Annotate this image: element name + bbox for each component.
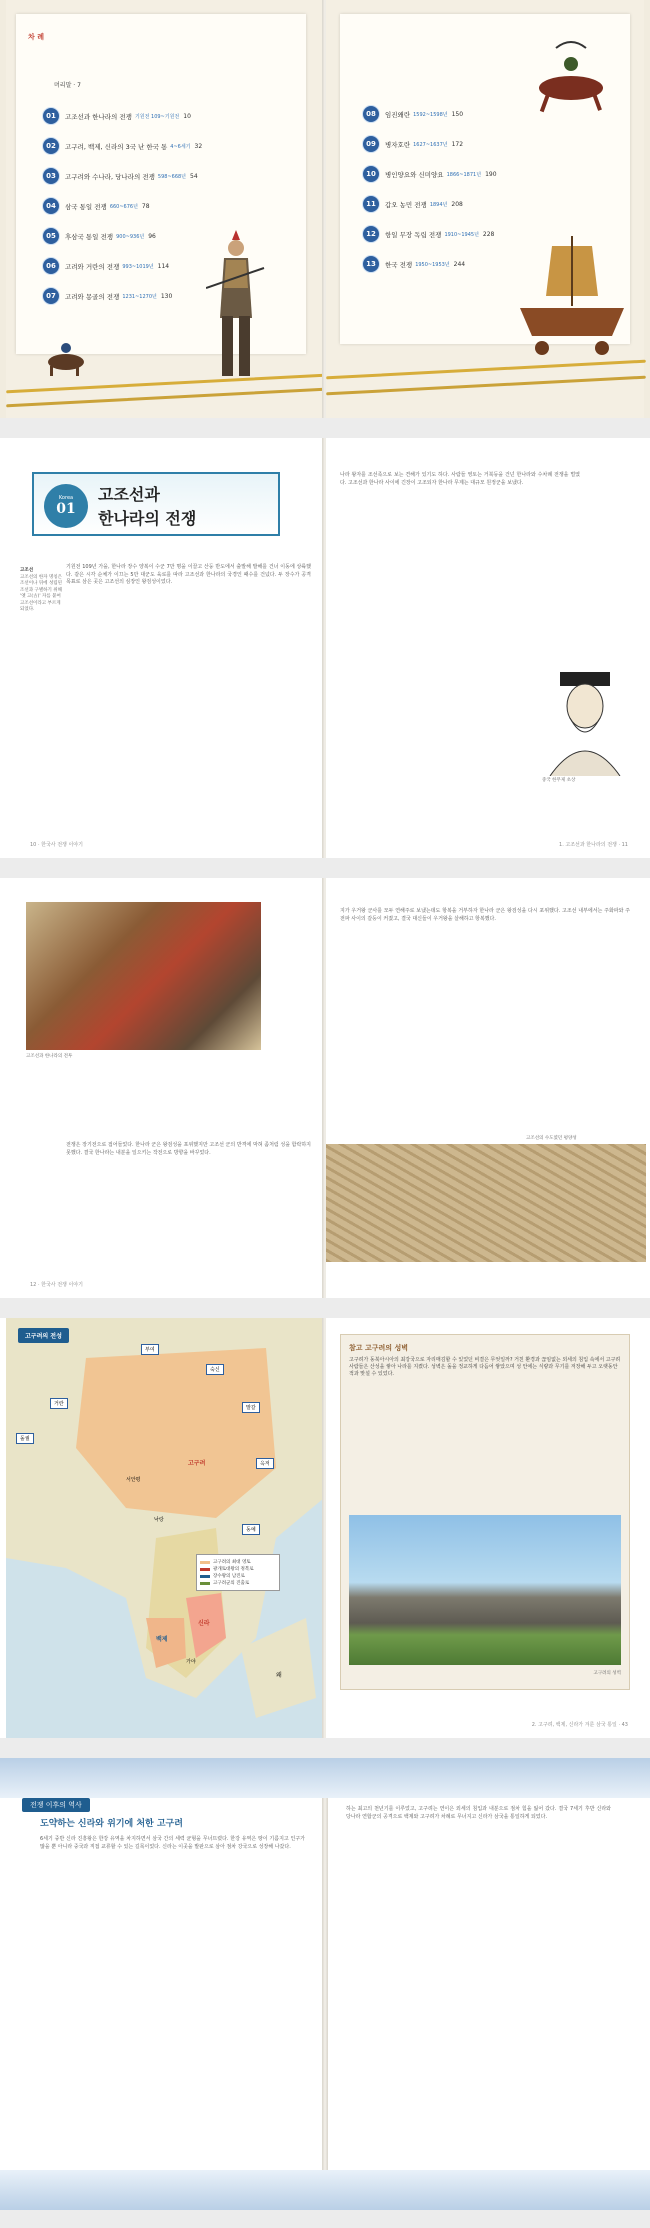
legend-swatch bbox=[200, 1561, 210, 1564]
map-label-japan: 왜 bbox=[276, 1672, 282, 1679]
chapter-title-line1: 고조선과 bbox=[98, 485, 160, 504]
battle-painting bbox=[26, 902, 261, 1050]
chapter-badge-label: Korea bbox=[58, 495, 74, 501]
toc-item-date: 660~676년 bbox=[109, 203, 138, 210]
legend-item bbox=[200, 1566, 276, 1572]
toc-item-date: 4~6세기 bbox=[170, 143, 191, 150]
chapter-number-badge: 13 bbox=[362, 255, 380, 273]
toc-item-date: 1950~1953년 bbox=[415, 261, 450, 268]
toc-item-date: 900~936년 bbox=[116, 233, 145, 240]
spread3-body-right: 지가 우거왕 군사를 모두 연해주로 보냈는데도 항복을 거부하자 한나라 군은 왕검성을 다시 포위했다. 고조선 내부에서는 주화파와 주전파 사이의 갈등이 커졌고, 결국 대신들이 우거왕을 살해하고 항복했다. bbox=[340, 908, 630, 922]
toc-item-page: 96 bbox=[148, 232, 156, 240]
chapter-number-badge: 08 bbox=[362, 105, 380, 123]
chapter-number-badge: 10 bbox=[362, 165, 380, 183]
toc-item[interactable] bbox=[42, 106, 191, 126]
chapter-number-badge: 04 bbox=[42, 197, 60, 215]
toc-item-date: 598~668년 bbox=[157, 173, 187, 180]
toc-item-page: 190 bbox=[485, 170, 497, 178]
toc-item-date: 993~1019년 bbox=[122, 263, 154, 270]
toc-item-date: 1910~1945년 bbox=[444, 231, 479, 238]
emperor-portrait bbox=[540, 666, 630, 776]
battle-caption: 고조선과 한나라의 전투 bbox=[26, 1054, 73, 1059]
preface-page: 7 bbox=[77, 82, 81, 89]
spread3-left-page bbox=[6, 878, 324, 1298]
turtle-ship-illustration bbox=[512, 236, 632, 356]
map-label-seoan: 서안평 bbox=[126, 1477, 141, 1483]
spread4 bbox=[0, 1318, 650, 1738]
chapter1-left-page bbox=[6, 438, 324, 858]
spread4-right-page bbox=[326, 1318, 644, 1738]
toc-item[interactable] bbox=[362, 104, 463, 124]
map-label-silla: 신라 bbox=[198, 1620, 210, 1627]
toc-item-page: 78 bbox=[141, 202, 150, 210]
gold-brush-4 bbox=[326, 376, 646, 396]
map-label-gaya: 가야 bbox=[186, 1659, 196, 1665]
map-label-goguryeo: 고구려 bbox=[188, 1460, 206, 1467]
legend-swatch bbox=[200, 1582, 210, 1585]
photo-caption: 고구려의 성벽 bbox=[593, 1671, 621, 1676]
toc-left-page bbox=[6, 0, 324, 418]
chapter1-body-right: 나라 왕자를 조선족으로 보는 견해가 있기도 하다. 사람들 영토는 거북등을 건넌 한나라와 수차례 전쟁을 벌였다. 고조선과 한나라 사이에 긴장이 고조되자 한나라 무제는 대규모 원정군을 보냈다. bbox=[340, 472, 580, 486]
toc-item-page: 32 bbox=[194, 142, 203, 150]
toc-item-date: 기원전 109~기원전 bbox=[134, 113, 180, 120]
chapter-number-badge: 05 bbox=[42, 227, 60, 245]
chapter-number-badge: 07 bbox=[42, 287, 60, 305]
legend-item bbox=[200, 1559, 276, 1565]
toc-item[interactable] bbox=[42, 286, 172, 306]
fortress-photo bbox=[349, 1515, 621, 1665]
chapter-title-line2: 한나라의 전쟁 bbox=[98, 509, 197, 528]
toc-right-page bbox=[326, 0, 644, 418]
horse-rider-illustration bbox=[36, 338, 96, 378]
gold-brush-3 bbox=[326, 360, 646, 380]
legend-label: 고구려의 최대 영토 bbox=[213, 1560, 251, 1565]
toc-item-page: 10 bbox=[183, 112, 191, 120]
side-note bbox=[20, 568, 62, 614]
cloud-band-top bbox=[0, 1758, 650, 1798]
spread4-left-page bbox=[6, 1318, 324, 1738]
toc-item-date: 1894년 bbox=[429, 201, 448, 208]
inset-box bbox=[340, 1334, 630, 1690]
toc-item[interactable] bbox=[362, 164, 497, 184]
toc-item-page: 150 bbox=[451, 110, 464, 118]
chapter1-right-page bbox=[326, 438, 644, 858]
spread3-right-page bbox=[326, 878, 644, 1298]
emperor-caption: 중국 한무제 초상 bbox=[542, 778, 576, 783]
spread3 bbox=[0, 878, 650, 1298]
toc-item[interactable] bbox=[362, 194, 463, 214]
toc-item-title: 병자호란 bbox=[385, 140, 411, 149]
inset-body: 고구려가 동북아시아의 최강국으로 자리매김할 수 있었던 비결은 무엇일까? 거친 환경과 끊임없는 외세의 침입 속에서 고구려 사람들은 산성을 쌓아 나라를 지켰다. 성벽은 돌을 정교하게 다듬어 쌓았으며 성 안에는 식량과 무기를 저장해 두고 오랫동안 적과 맞설 수 있었다. bbox=[349, 1357, 621, 1378]
pyongyang-caption: 고조선의 수도였던 평양성 bbox=[526, 1136, 577, 1141]
chapter-number-badge: 02 bbox=[42, 137, 60, 155]
toc-item-page: 54 bbox=[190, 172, 198, 180]
toc-item[interactable] bbox=[362, 254, 465, 274]
spread3-footer: 12 · 한국사 전쟁 이야기 bbox=[30, 1282, 83, 1288]
toc-item-title: 갑오 농민 전쟁 bbox=[385, 200, 427, 209]
toc-item[interactable] bbox=[362, 134, 463, 154]
toc-item-title: 항일 무장 독립 전쟁 bbox=[385, 230, 442, 239]
toc-item-page: 130 bbox=[160, 292, 173, 300]
map-label-dongye: 동예 bbox=[242, 1524, 260, 1535]
toc-item[interactable] bbox=[42, 166, 198, 186]
legend-label: 고구려군의 진출로 bbox=[213, 1581, 250, 1586]
preface-row: 머리말 · 7 bbox=[54, 82, 81, 89]
side-note-title: 고조선 bbox=[20, 568, 34, 573]
chapter1-spread bbox=[0, 438, 650, 858]
spread5 bbox=[0, 1758, 650, 2210]
toc-item-page: 244 bbox=[453, 260, 466, 268]
chapter1-body-left: 기원전 109년 가을, 한나라 장수 양복이 수군 7만 명을 이끌고 산둥 반도에서 출발해 발해를 건너 이동에 상륙했다. 같은 시각 순체가 이끄는 5만 대군도 육로를 따라 고조선과 한나라의 국경인 패수를 건넜다. 두 장수가 공격 목표로 삼은 곳은 고조선의 심장인 왕검성이었다. bbox=[66, 564, 311, 586]
toc-item[interactable] bbox=[42, 136, 202, 156]
toc-spread bbox=[0, 0, 650, 418]
toc-item-date: 1231~1270년 bbox=[122, 293, 157, 300]
toc-item-page: 172 bbox=[451, 140, 464, 148]
mounted-archer-illustration bbox=[516, 38, 626, 118]
map-label-nakrang: 낙랑 bbox=[154, 1517, 164, 1523]
gutter-5 bbox=[322, 1798, 328, 2170]
legend-item bbox=[200, 1573, 276, 1579]
toc-item-page: 228 bbox=[482, 230, 495, 238]
toc-item-title: 고구려와 수나라, 당나라의 전쟁 bbox=[65, 172, 155, 181]
chapter-number-badge: 01 bbox=[42, 107, 60, 125]
map-label-okjeo: 옥저 bbox=[256, 1458, 274, 1469]
chapter-title-box bbox=[32, 472, 280, 536]
toc-item-title: 한국 전쟁 bbox=[385, 260, 413, 269]
legend-label: 장수왕의 남진로 bbox=[213, 1574, 245, 1579]
toc-header: 차 례 bbox=[28, 33, 44, 41]
chapter-badge-number: 01 bbox=[56, 501, 76, 517]
map-label-georan: 거란 bbox=[50, 1398, 68, 1409]
toc-item[interactable] bbox=[42, 196, 150, 216]
toc-item-title: 고려와 몽골의 전쟁 bbox=[65, 292, 120, 301]
map-label-mohe: 말갈 bbox=[242, 1402, 260, 1413]
toc-item-date: 1592~1598년 bbox=[413, 111, 448, 118]
map-label-dolgwol: 돌궐 bbox=[16, 1433, 34, 1444]
cloud-band-bottom bbox=[0, 2170, 650, 2210]
toc-item-date: 1627~1637년 bbox=[413, 141, 448, 148]
toc-item-page: 208 bbox=[451, 200, 463, 208]
legend-swatch bbox=[200, 1575, 210, 1578]
preface-title: 머리말 bbox=[54, 82, 72, 89]
toc-item-title: 삼국 통일 전쟁 bbox=[65, 202, 107, 211]
legend-label: 광개토대왕의 정복로 bbox=[213, 1567, 254, 1572]
old-city-map bbox=[326, 1144, 646, 1262]
legend-item bbox=[200, 1580, 276, 1586]
toc-item-title: 고조선과 한나라의 전쟁 bbox=[65, 112, 132, 121]
map-badge: 고구려의 전성 bbox=[18, 1328, 69, 1343]
toc-item-date: 1866~1871년 bbox=[446, 171, 482, 178]
spread4-footer: 2. 고구려, 백제, 신라가 겨룬 삼국 통일 · 43 bbox=[531, 1722, 628, 1728]
chapter-number-badge: 12 bbox=[362, 225, 380, 243]
warrior-illustration bbox=[206, 228, 266, 393]
spread5-body-right: 하는 최고의 천년기를 이루었고, 고구려는 연이은 외세의 침입과 내분으로 점차 힘을 잃어 갔다. 결국 7세기 후반 신라와 당나라 연합군의 공격으로 백제와 고구려가 차례로 무너지고 신라가 삼국을 통일하게 되었다. bbox=[346, 1806, 611, 1820]
toc-item-title: 고구려, 백제, 신라의 3국 난 한국 통 bbox=[65, 142, 168, 151]
map-label-baekje: 백제 bbox=[156, 1636, 168, 1643]
chapter-number-badge: 09 bbox=[362, 135, 380, 153]
side-note-text: 고조선의 한자 명칭은 조선이나 뒤에 성립된 조선과 구별하기 위해 '옛 고(古)' 자를 붙여 고조선이라고 부르게 되었다. bbox=[20, 574, 62, 612]
chapter-number-badge: 11 bbox=[362, 195, 380, 213]
section-tag: 전쟁 이후의 역사 bbox=[22, 1798, 90, 1812]
section-heading: 도약하는 신라와 위기에 처한 고구려 bbox=[40, 1819, 183, 1829]
footer-left: 10 · 한국사 전쟁 이야기 bbox=[30, 842, 83, 848]
inset-title: 참고 고구려의 성벽 bbox=[349, 1344, 408, 1352]
toc-item[interactable] bbox=[42, 226, 156, 246]
map-legend bbox=[196, 1554, 280, 1591]
toc-item-title: 병인양요와 신미양요 bbox=[385, 170, 444, 179]
spread5-body-left: 6세기 중반 신라 진흥왕은 한강 유역을 차지하면서 삼국 간의 세력 균형을 무너뜨렸다. 한강 유역은 땅이 기름지고 인구가 많을 뿐 아니라 중국과 직접 교류할 수 있는 길목이었다. 신라는 이곳을 발판으로 삼아 점차 강국으로 성장해 나갔다. bbox=[40, 1836, 305, 1850]
toc-item[interactable] bbox=[362, 224, 494, 244]
map-label-sukshin: 숙신 bbox=[206, 1364, 224, 1375]
legend-swatch bbox=[200, 1568, 210, 1571]
footer-right: 1. 고조선과 한나라의 전쟁 · 11 bbox=[559, 842, 628, 848]
spread3-body-left: 전쟁은 장기전으로 접어들었다. 한나라 군은 왕검성을 포위했지만 고조선 군의 반격에 막혀 좀처럼 성을 함락하지 못했다. 결국 한나라는 내분을 일으키는 작전으로 방향을 바꾸었다. bbox=[66, 1142, 311, 1156]
chapter-number-badge: 06 bbox=[42, 257, 60, 275]
toc-item-title: 후삼국 통일 전쟁 bbox=[65, 232, 114, 241]
map-label-buyeo: 부여 bbox=[141, 1344, 159, 1355]
toc-item-title: 임진왜란 bbox=[385, 110, 411, 119]
toc-item-page: 114 bbox=[157, 262, 170, 270]
chapter-badge bbox=[44, 484, 88, 528]
toc-item[interactable] bbox=[42, 256, 169, 276]
chapter-number-badge: 03 bbox=[42, 167, 60, 185]
toc-item-title: 고려와 거란의 전쟁 bbox=[65, 262, 120, 271]
